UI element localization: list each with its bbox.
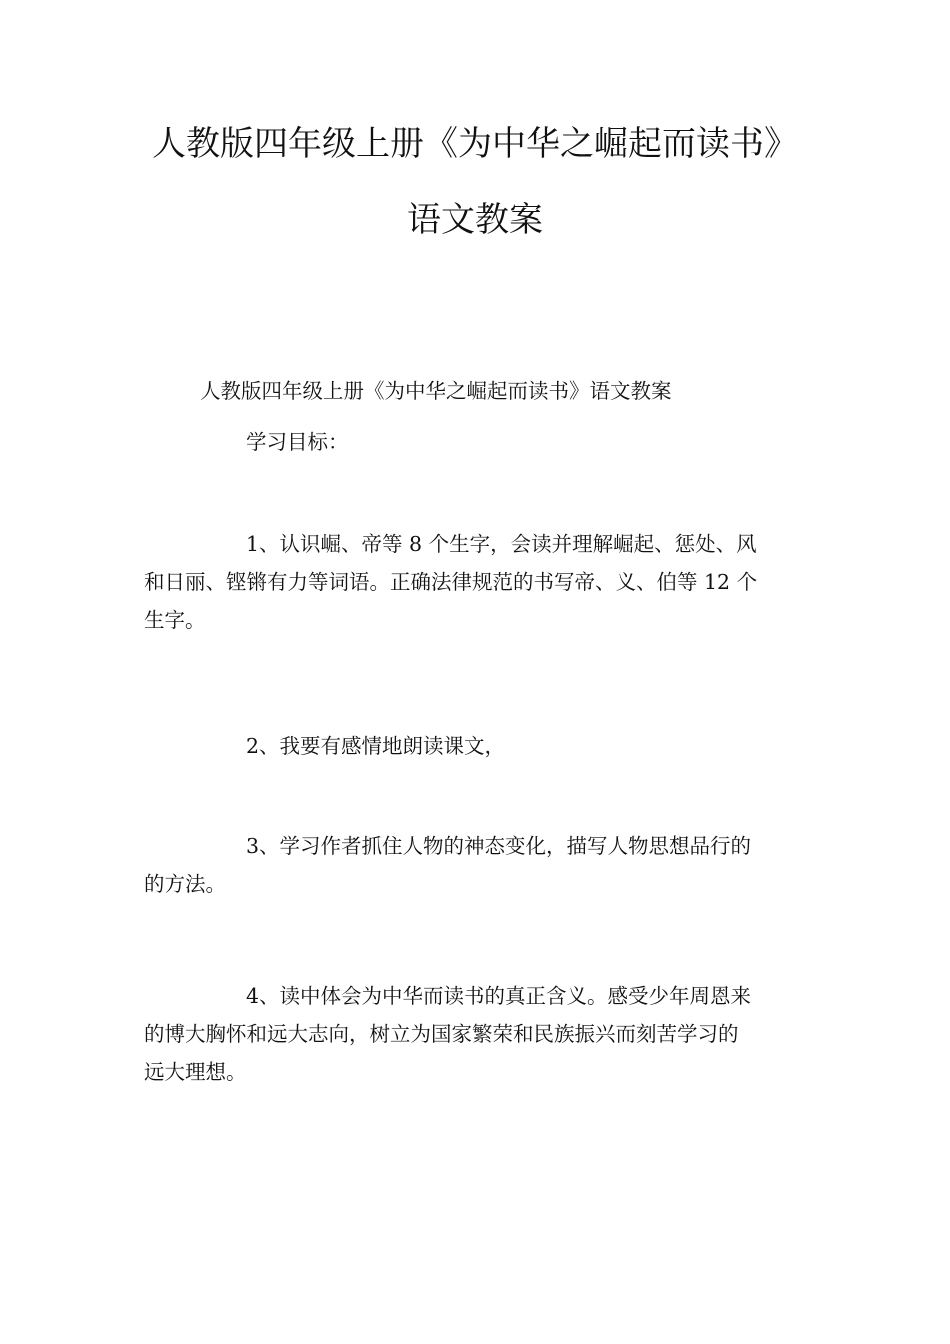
goal-1-line-3: 生字。 (144, 608, 206, 632)
learning-goals-heading: 学习目标： (246, 430, 349, 454)
learning-goal-4 (144, 977, 804, 1091)
goal-2-line-1: 2、我要有感情地朗读课文， (246, 734, 506, 758)
goal-4-line-2: 的博大胸怀和远大志向，树立为国家繁荣和民族振兴而刻苦学习的 (144, 1022, 739, 1046)
goal-1-line-2: 和日丽、铿锵有力等词语。正确法律规范的书写帝、义、伯等 12 个 (144, 570, 758, 594)
goal-3-line-1: 3、学习作者抓住人物的神态变化，描写人物思想品行的 (246, 834, 752, 858)
document-title-line-2: 语文教案 (407, 200, 543, 240)
goal-4-line-1: 4、读中体会为中华而读书的真正含义。感受少年周恩来 (246, 984, 752, 1008)
goal-3-line-2: 的方法。 (144, 872, 226, 896)
goal-4-line-3: 远大理想。 (144, 1060, 247, 1084)
document-title-line-1: 人教版四年级上册《为中华之崛起而读书》 (152, 124, 798, 164)
learning-goal-2 (144, 727, 804, 765)
learning-goal-3 (144, 827, 804, 903)
document-subtitle: 人教版四年级上册《为中华之崛起而读书》语文教案 (200, 379, 672, 403)
learning-goal-1 (144, 525, 804, 639)
goal-1-line-1: 1、认识崛、帝等 8 个生字，会读并理解崛起、惩处、风 (246, 532, 757, 556)
